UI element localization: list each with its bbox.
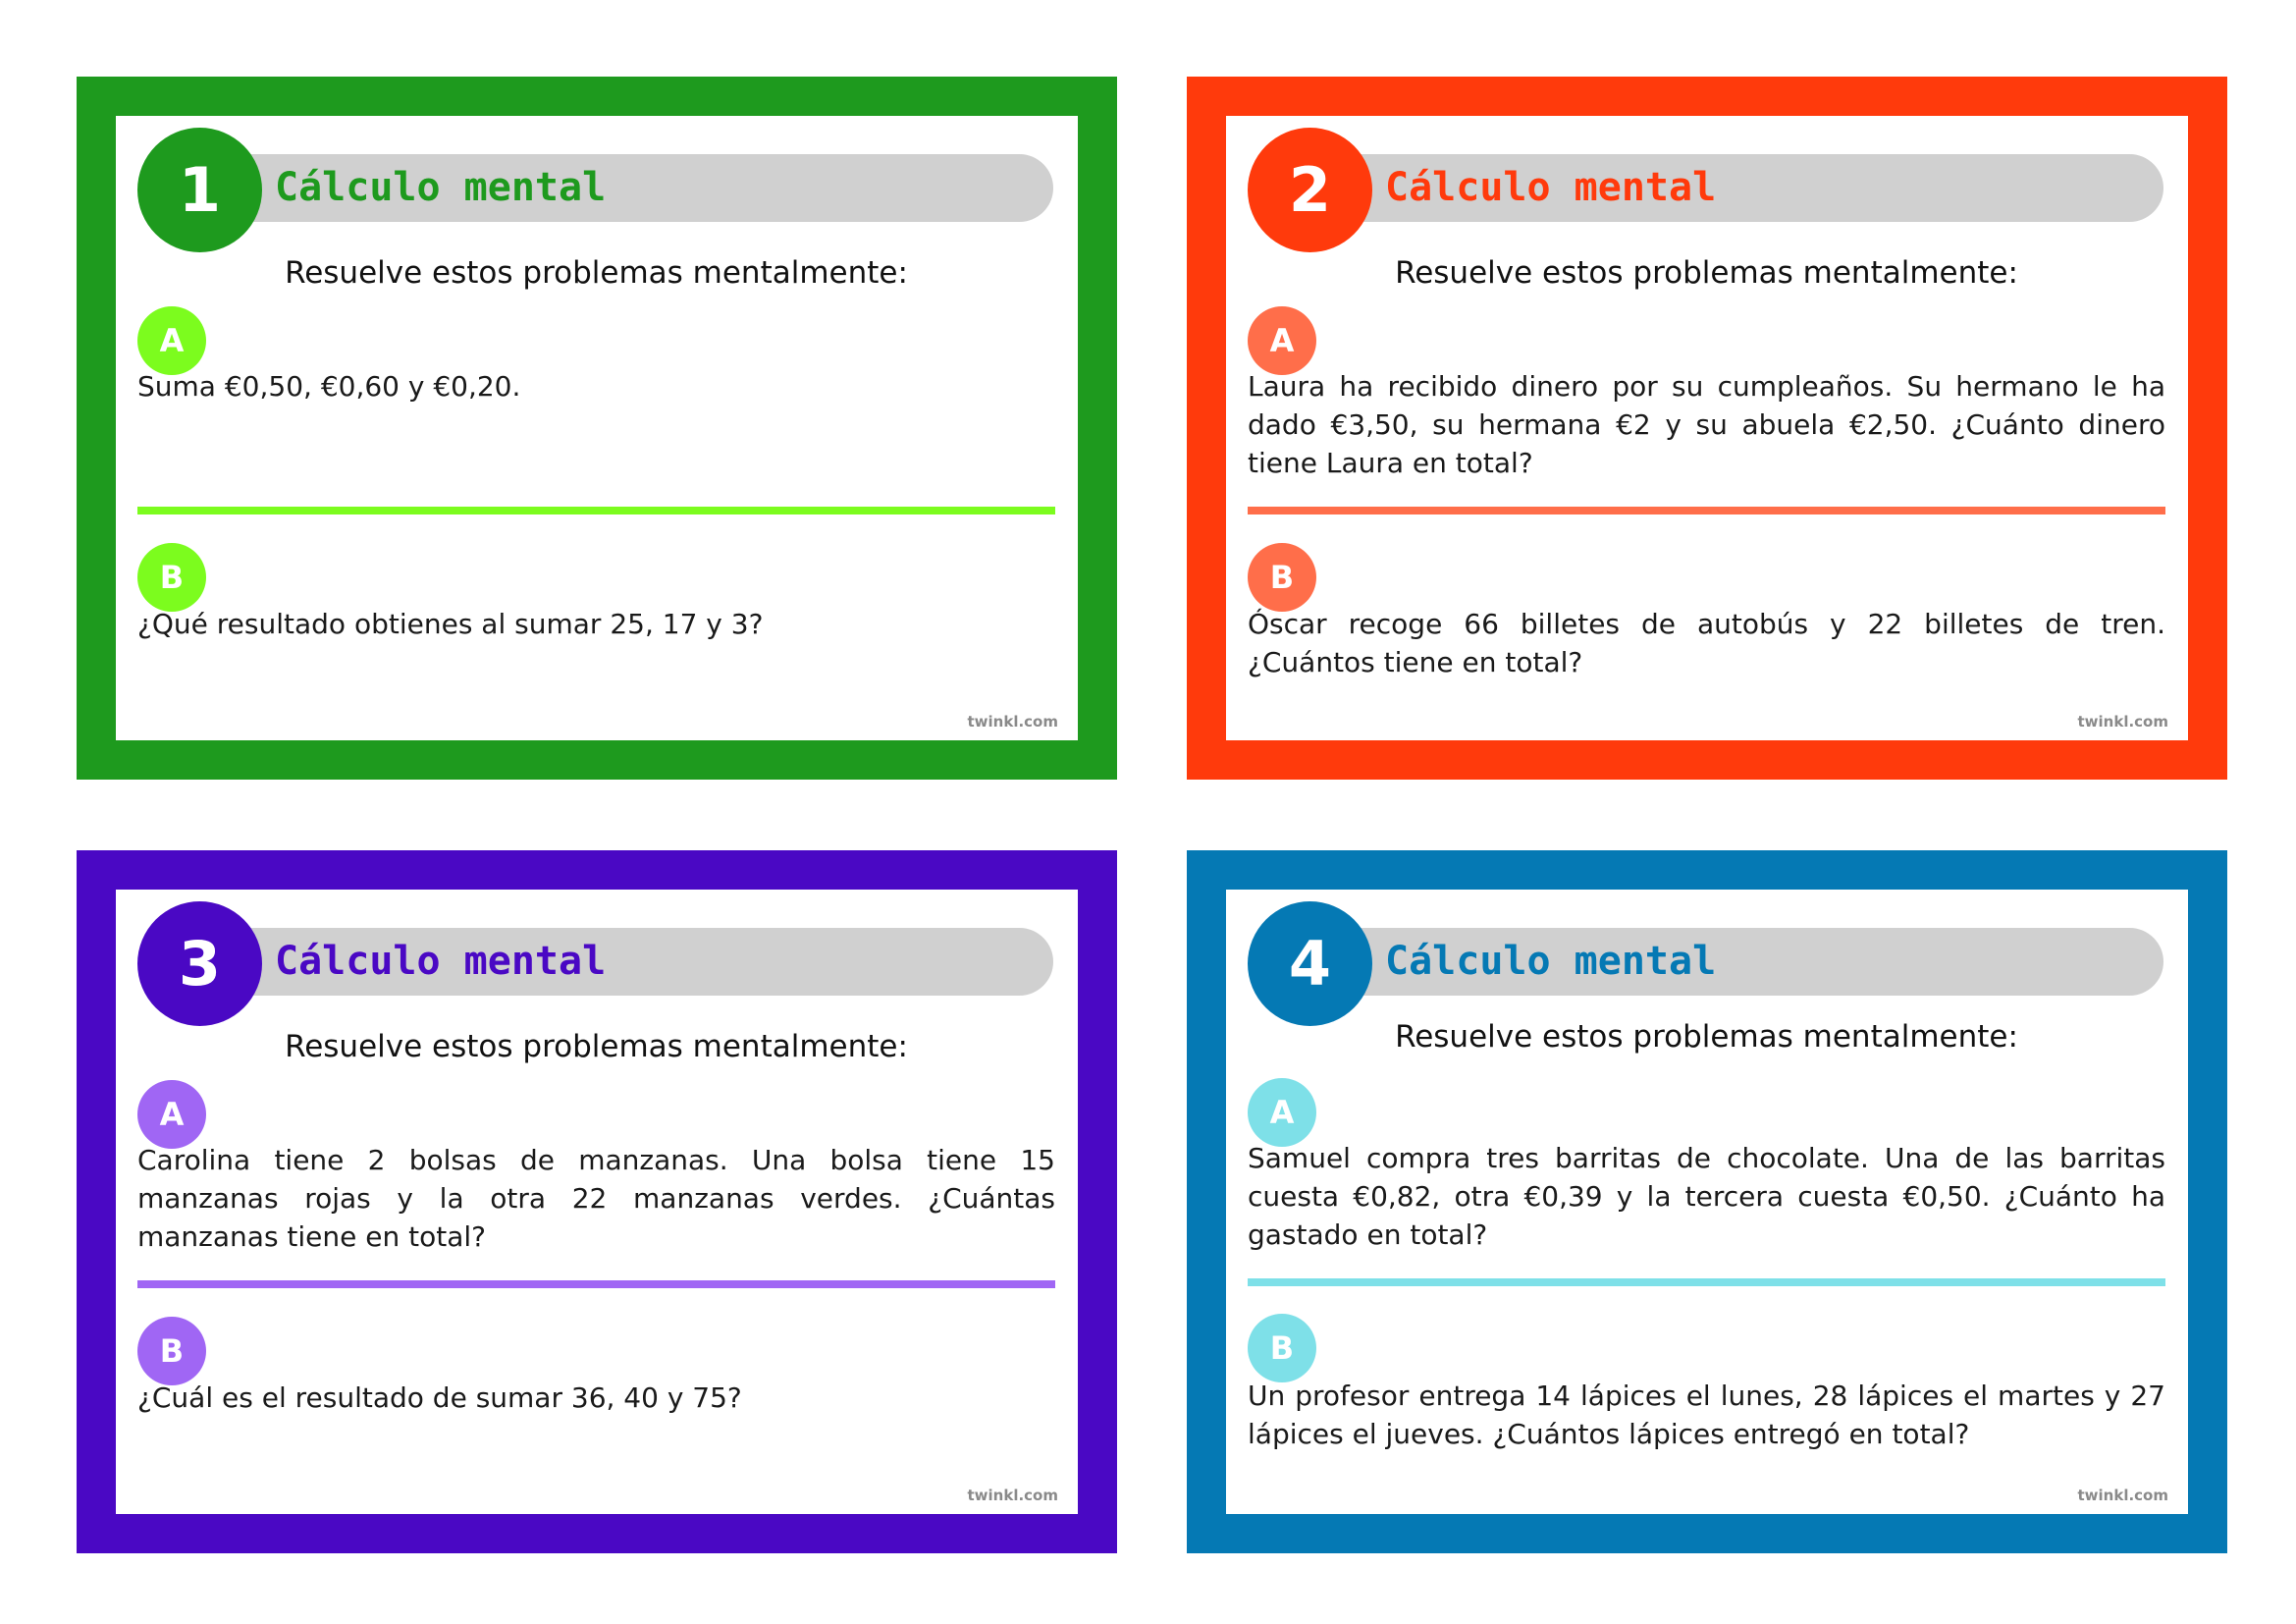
task-card-2 — [1187, 77, 2227, 780]
problem-a-text: Laura ha recibido dinero por su cumpleaños. Su hermano le ha dado €3,50, su hermana €2 y su abuela €2,50. ¿Cuánto dinero tiene Laura en total? — [1248, 370, 2165, 479]
divider — [1248, 1278, 2165, 1286]
problem-a-badge: A — [1248, 1078, 1316, 1147]
instruction-text: Resuelve estos problemas mentalmente: — [1395, 1019, 2018, 1055]
card-body — [116, 116, 1078, 740]
problem-b-text: Un profesor entrega 14 lápices el lunes, 28 lápices el martes y 27 lápices el jueves. ¿Cuántos lápices entregó en total? — [1248, 1380, 2165, 1450]
instruction-text: Resuelve estos problemas mentalmente: — [285, 255, 908, 291]
card-number-badge: 3 — [137, 901, 262, 1026]
card-title: Cálculo mental — [275, 165, 607, 210]
brand-logo: twinkl.com — [967, 1487, 1058, 1504]
task-card-3 — [77, 850, 1117, 1553]
divider — [1248, 507, 2165, 514]
problem-b-text: ¿Cuál es el resultado de sumar 36, 40 y 75? — [137, 1381, 742, 1414]
divider — [137, 1280, 1055, 1288]
problem-a-text: Carolina tiene 2 bolsas de manzanas. Una bolsa tiene 15 manzanas rojas y la otra 22 manzanas verdes. ¿Cuántas manzanas tiene en total? — [137, 1144, 1055, 1253]
task-card-4 — [1187, 850, 2227, 1553]
problem-b-badge: B — [1248, 543, 1316, 612]
brand-logo: twinkl.com — [2077, 1487, 2168, 1504]
task-card-1 — [77, 77, 1117, 780]
problem-b-badge: B — [137, 1317, 206, 1385]
card-title: Cálculo mental — [275, 939, 607, 984]
problem-b-badge: B — [1248, 1314, 1316, 1382]
card-body — [1226, 890, 2188, 1514]
instruction-text: Resuelve estos problemas mentalmente: — [1395, 255, 2018, 291]
brand-logo: twinkl.com — [2077, 713, 2168, 731]
divider — [137, 507, 1055, 514]
problem-a-text: Samuel compra tres barritas de chocolate. Una de las barritas cuesta €0,82, otra €0,39 y la tercera cuesta €0,50. ¿Cuánto ha gastado en total? — [1248, 1142, 2165, 1251]
card-number-badge: 2 — [1248, 128, 1372, 252]
problem-b-badge: B — [137, 543, 206, 612]
problem-a-badge: A — [1248, 306, 1316, 375]
problem-a-text: Suma €0,50, €0,60 y €0,20. — [137, 370, 521, 403]
card-body — [116, 890, 1078, 1514]
card-number-badge: 4 — [1248, 901, 1372, 1026]
brand-logo: twinkl.com — [967, 713, 1058, 731]
problem-b-text: Óscar recoge 66 billetes de autobús y 22 billetes de tren. ¿Cuántos tiene en total? — [1248, 608, 2165, 678]
problem-a-badge: A — [137, 1080, 206, 1149]
card-title: Cálculo mental — [1385, 165, 1717, 210]
card-body — [1226, 116, 2188, 740]
problem-a-badge: A — [137, 306, 206, 375]
card-number-badge: 1 — [137, 128, 262, 252]
instruction-text: Resuelve estos problemas mentalmente: — [285, 1029, 908, 1064]
card-title: Cálculo mental — [1385, 939, 1717, 984]
problem-b-text: ¿Qué resultado obtienes al sumar 25, 17 y 3? — [137, 608, 764, 640]
